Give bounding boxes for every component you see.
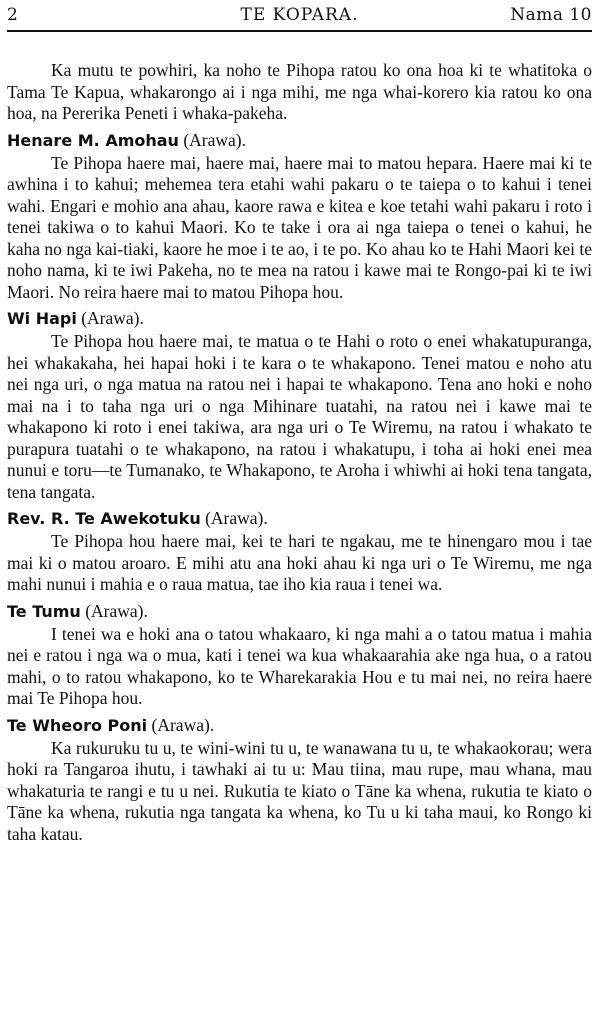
speech-paragraph: I tenei wa e hoki ana o tatou whakaaro, ki nga mahi a o tatou matua i mahia nei e ratou i nga wa o mua, kati i tenei wa kua whakaarahia ake nga hua, o a ratou mahi, o to ratou whakapono, ko te Wharekarakia Hou e tu mai nei, no reira haere mai Te Pihopa hou. <box>7 623 592 708</box>
speech-paragraph: Te Pihopa hou haere mai, kei te hari te ngakau, me te hinengaro mou i tae mai ki o matou aroaro. E mihi atu ana hoki ahau ki nga uri o Te Wiremu, me nga mahi nunui i mahia e o raua matua, tae iho kia raua i tenei wa. <box>7 531 592 594</box>
speech-paragraph: Te Pihopa haere mai, haere mai, haere mai to matou hepara. Haere mai ki te awhina i to kahui; mehemea tera etahi wahi pakaru o te taiepa o to kahui i tenei wahi. Engari e mohio ana ahau, kaore rawa e kitea e koe tetahi wahi pakaru i roto i tenei takiwa o to kahui Maori. Ko te take i ora ai nga taiepa o tenei o kahui, he kaha no nga kai-tiaki, kaore he moe i te ao, i te po. Ko ahau ko te Hahi Maori kei te noho nama, ki te iwi Pakeha, no te mea na ratou i kawe mai te Rongo-pai ki te iwi Maori. No reira haere mai to matou Pihopa hou. <box>7 152 592 302</box>
intro-paragraph: Ka mutu te powhiri, ka noho te Pihopa ratou ko ona hoa ki te whatitoka o Tama Te Kapua, whakarongo ai i nga mihi, me nga whai-korero kia ratou ko ona hoa, na Pererika Peneti i whaka-pakeha. <box>7 60 592 123</box>
publication-title: TE KOPARA. <box>240 5 359 25</box>
speaker-tribe: (Arawa). <box>205 508 268 528</box>
page-header <box>7 0 592 32</box>
speaker-name: Rev. R. Te Awekotuku <box>7 509 201 528</box>
speaker-heading <box>7 600 592 623</box>
speaker-name: Henare M. Amohau <box>7 130 179 150</box>
speaker-name: Te Tumu <box>7 601 81 621</box>
speaker-tribe: (Arawa). <box>85 600 148 621</box>
page-number: 2 <box>7 5 19 25</box>
issue-number: Nama 10 <box>510 5 592 25</box>
article-body <box>7 32 592 845</box>
speaker-heading <box>7 714 592 737</box>
speaker-tribe: (Arawa). <box>151 714 215 735</box>
speaker-heading <box>7 507 592 530</box>
speaker-name: Wi Hapi <box>7 309 77 328</box>
speaker-heading <box>7 129 592 152</box>
speaker-tribe: (Arawa). <box>81 308 144 328</box>
speaker-name: Te Wheoro Poni <box>7 715 148 735</box>
speech-paragraph: Ka rukuruku tu u, te wini-wini tu u, te wanawana tu u, te whakaokorau; wera hoki ra Tangaroa ihutu, i tawhaki ai tu u: Mau tiina, mau rupe, mau whana, mau whakaturia te rangi e tu u nei. Rukutia te kiato o Tāne ka whena, rukutia te kiato o Tāne ka whena, rukutia nga tangata ka whena, ko Tu u ki taha maui, ko Rongo ki taha katau. <box>7 737 592 844</box>
speech-paragraph: Te Pihopa hou haere mai, te matua o te Hahi o roto o enei whakatupuranga, hei whakakaha, hei hapai hoki i te kara o te whakapono. Tenei matou e noho atu nei nga uri, o nga matua na ratou nei i hapai te whakapono. Tena ano hoki e noho mai na i to taha nga uri o nga Mihinare tuatahi, na ratou nei i kawe mai te whakapono ki roto i enei takiwa, ara nga uri o Te Wiremu, na ratou i whakato te purapura tuatahi o te whakapono, na ratou i whakatupu, i toha ai hoki enei mea nunui e toru—te Tumanako, te Whakapono, te Aroha i whiwhi ai hoki tena tangata, tena tangata. <box>7 331 592 502</box>
speaker-tribe: (Arawa). <box>183 129 246 150</box>
speaker-heading <box>7 307 592 330</box>
